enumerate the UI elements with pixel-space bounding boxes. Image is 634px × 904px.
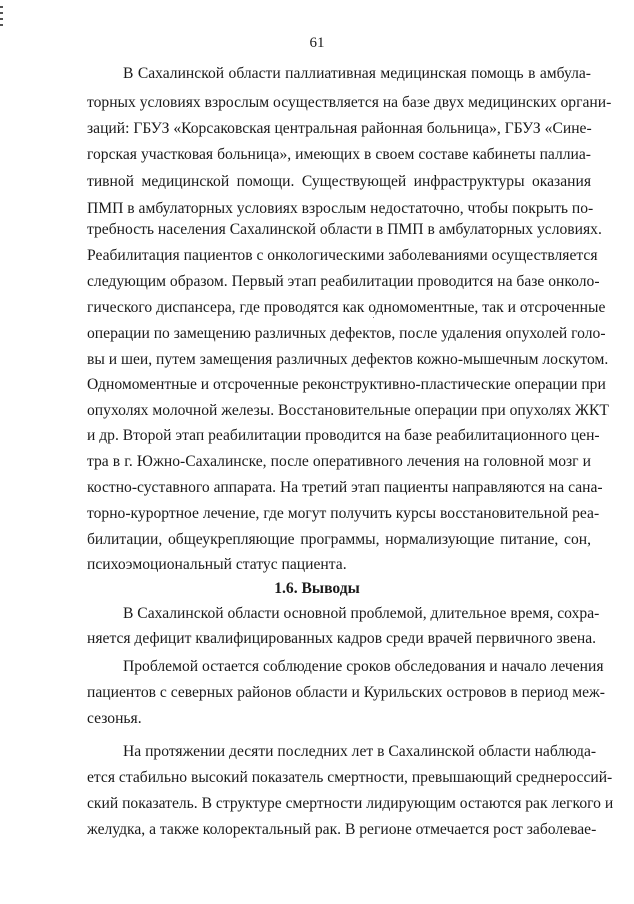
paragraph-4-line: сезонья. [87,710,142,727]
paragraph-2-line: опухолях молочной железы. Восстановительные операции при опухолях ЖКТ [87,402,609,419]
paragraph-5-line: желудка, а также колоректальный рак. В регионе отмечается рост заболевае- [87,821,597,838]
paragraph-4-line: пациентов с северных районов области и Курильских островов в период меж- [87,684,606,701]
paragraph-1-line: горская участковая больница», имеющих в своем составе кабинеты паллиа- [87,146,591,163]
paragraph-1-line: торных условиях взрослым осуществляется на базе двух медицинских органи- [87,94,612,111]
paragraph-5-line: ский показатель. В структуре смертности лидирующим остаются рак легкого и [87,795,614,812]
paragraph-2-line: костно-суставного аппарата. На третий этап пациенты направляются на сана- [87,479,603,496]
paragraph-3-line: В Сахалинской области основной проблемой, длительное время, сохра- [123,605,600,622]
paragraph-2-line: Одномоментные и отсроченные реконструктивно-пластические операции при [87,376,606,393]
paragraph-2-line: операции по замещению различных дефектов, после удаления опухолей голо- [87,325,606,342]
page-number: 61 [309,35,325,51]
paragraph-5-line: На протяжении десяти последних лет в Сахалинской области наблюда- [123,743,597,760]
paragraph-2-line: гического диспансера, где проводятся как одномоментные, так и отсроченные [87,299,606,316]
paragraph-2-line: билитации, общеукрепляющие программы, нормализующие питание, сон, [87,531,591,548]
paragraph-2-line: вы и шеи, путем замещения различных дефектов кожно-мышечным лоскутом. [87,351,609,368]
paragraph-1-line: ПМП в амбулаторных условиях взрослым недостаточно, чтобы покрыть по- [87,200,594,217]
scan-edge-mark [0,12,3,14]
section-heading: 1.6. Выводы [274,580,360,597]
scan-edge-mark [0,6,3,8]
paragraph-1-line: требность населения Сахалинской области в ПМП в амбулаторных условиях. [87,221,602,238]
paragraph-1-line: тивной медицинской помощи. Существующей инфраструктуры оказания [87,173,591,190]
scan-edge-mark [0,18,3,20]
paragraph-3-line: няется дефицит квалифицированных кадров среди врачей первичного звена. [87,630,597,647]
paragraph-1-line: заций: ГБУЗ «Корсаковская центральная районная больница», ГБУЗ «Сине- [87,120,592,137]
paragraph-2-line: психоэмоциональный статус пациента. [87,556,347,573]
paragraph-2-line: тра в г. Южно-Сахалинске, после оперативного лечения на головной мозг и [87,453,591,470]
paragraph-2-line: Реабилитация пациентов с онкологическими заболеваниями осуществляется [87,247,598,264]
paragraph-4-line: Проблемой остается соблюдение сроков обследования и начало лечения [123,658,604,675]
paragraph-5-line: ется стабильно высокий показатель смертности, превышающий среднероссий- [87,769,613,786]
paragraph-2-line: и др. Второй этап реабилитации проводится на базе реабилитационного цен- [87,427,600,444]
paragraph-2-line: торно-курортное лечение, где могут получить курсы восстановительной реа- [87,505,600,522]
paragraph-1-line: В Сахалинской области паллиативная медицинская помощь в амбула- [123,65,591,82]
paragraph-2-line: следующим образом. Первый этап реабилитации проводится на базе онколо- [87,273,600,290]
scan-edge-mark [0,24,3,26]
